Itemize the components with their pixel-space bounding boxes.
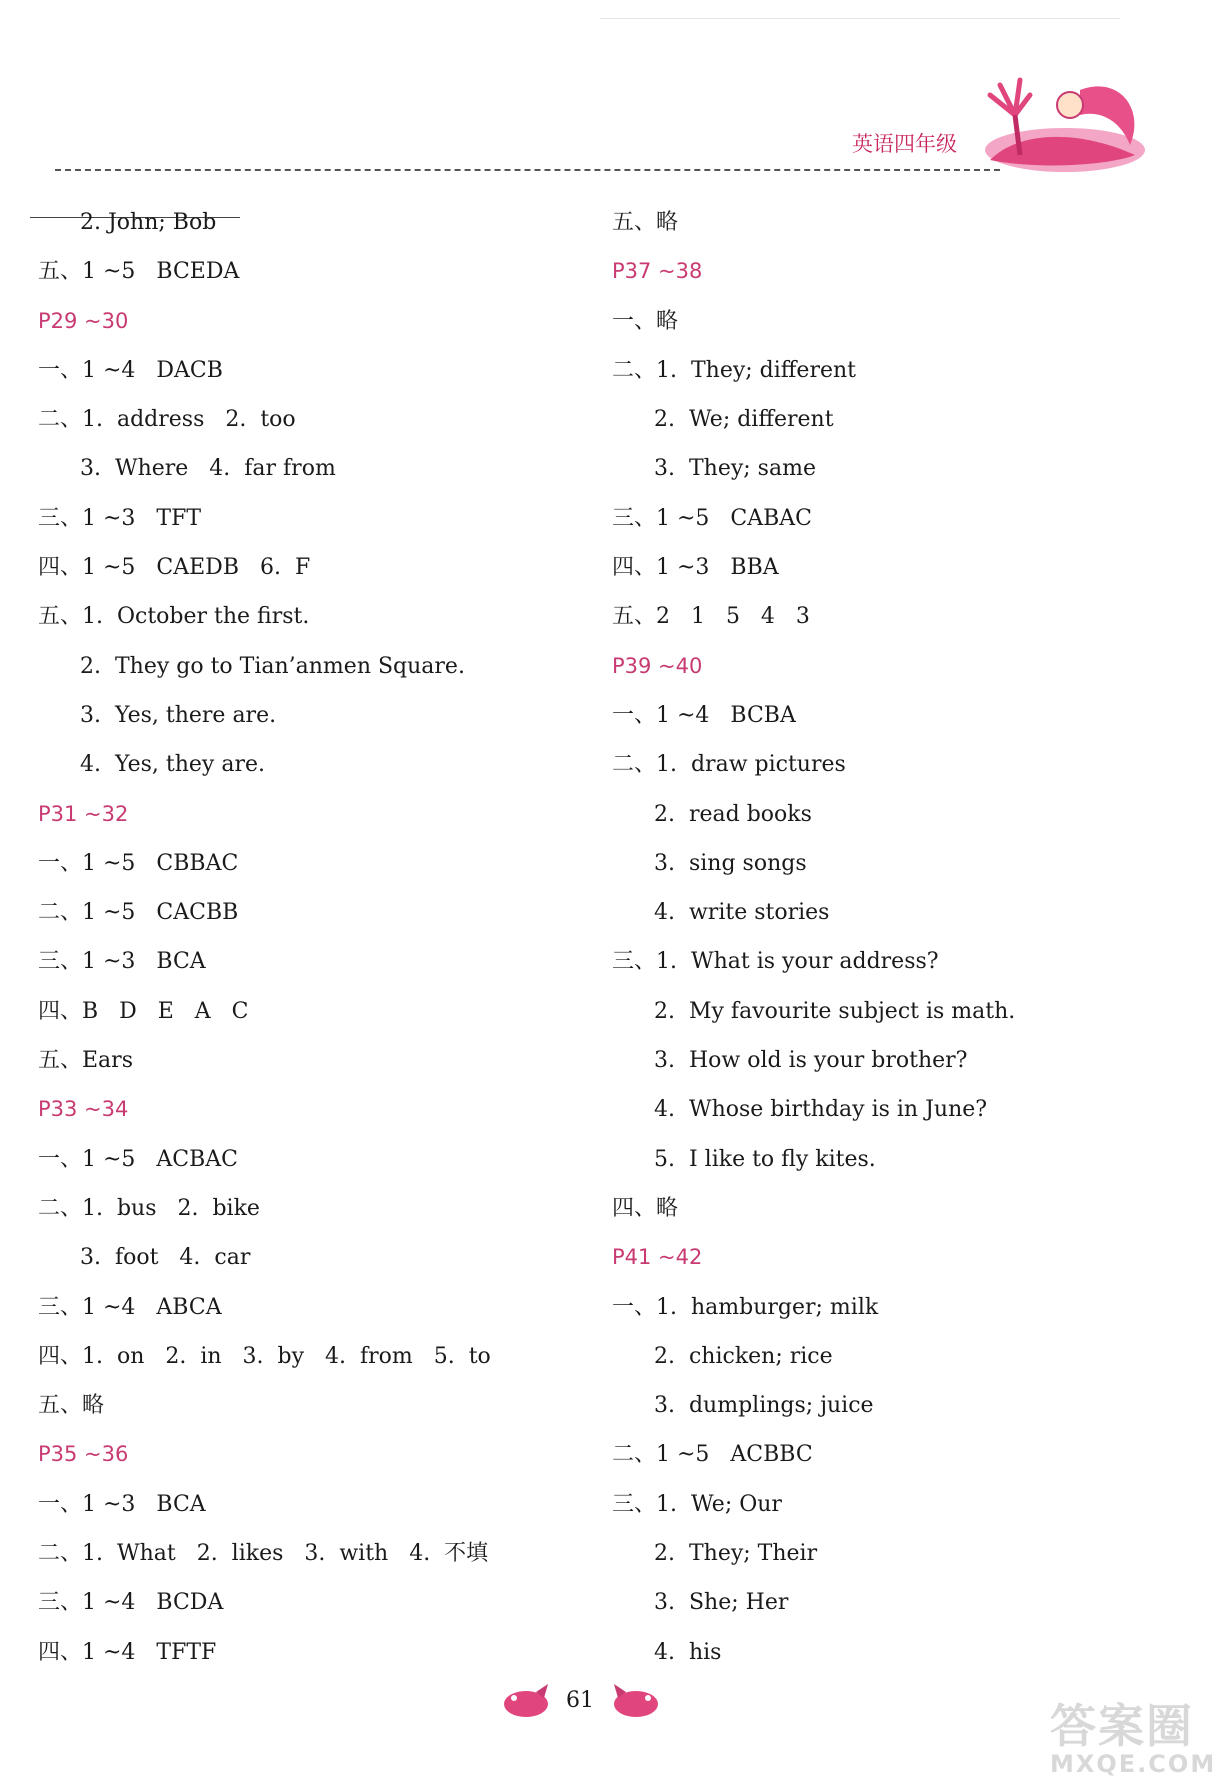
answer-line: 五、略 xyxy=(612,210,679,235)
answer-line: 四、1 ~4 TFTF xyxy=(38,1639,217,1665)
answer-line: 一、1 ~4 DACB xyxy=(38,357,223,383)
answer-line: 一、1 ~3 BCA xyxy=(38,1491,206,1517)
answer-line: 2. They go to Tian’anmen Square. xyxy=(80,653,465,679)
answer-line: 四、1 ~5 CAEDB 6. F xyxy=(38,555,311,581)
answer-line: 五、1 ~5 BCEDA xyxy=(38,259,240,285)
answer-line: 一、1 ~5 CBBAC xyxy=(38,850,239,876)
answer-line: 三、1 ~3 BCA xyxy=(38,949,206,975)
answer-line: 2. My favourite subject is math. xyxy=(654,998,1016,1024)
answer-line: 三、1 ~5 CABAC xyxy=(612,505,813,531)
watermark xyxy=(1050,1690,1225,1790)
answer-line: 三、1. We; Our xyxy=(612,1491,782,1517)
right-bird-icon xyxy=(612,1680,662,1720)
answer-line: 四、略 xyxy=(612,1195,679,1221)
header-divider xyxy=(55,169,1000,171)
answer-line: 一、1 ~5 ACBAC xyxy=(38,1146,239,1172)
page-range-heading: P41 ~42 xyxy=(612,1245,703,1270)
answer-line: 3. She; Her xyxy=(654,1590,789,1616)
answer-line: 二、1. They; different xyxy=(612,357,856,383)
answer-line: 三、1. What is your address? xyxy=(612,949,939,975)
answer-line: 三、1 ~3 TFT xyxy=(38,505,202,531)
right-answer-column xyxy=(612,198,1172,1677)
answer-line: 3. dumplings; juice xyxy=(654,1393,874,1419)
page-range-heading: P31 ~32 xyxy=(38,801,129,826)
watermark-title: 答案圈 xyxy=(1050,1699,1194,1753)
answer-line: 5. I like to fly kites. xyxy=(654,1146,876,1172)
answer-line: 4. Yes, they are. xyxy=(80,752,265,778)
page-range-heading: P29 ~30 xyxy=(38,308,129,333)
left-bird-icon xyxy=(500,1680,550,1720)
answer-line: 3. Where 4. far from xyxy=(80,456,336,482)
answer-line: 三、1 ~4 BCDA xyxy=(38,1590,224,1616)
answer-line: 4. his xyxy=(654,1639,722,1665)
top-faint-rule xyxy=(600,18,1120,19)
answer-line: 3. Yes, there are. xyxy=(80,702,277,728)
answer-line: 二、1. draw pictures xyxy=(612,752,846,778)
answer-line: 二、1. bus 2. bike xyxy=(38,1195,260,1221)
answer-line: 2. They; Their xyxy=(654,1541,818,1567)
page-range-heading: P33 ~34 xyxy=(38,1097,129,1122)
answer-line: 五、1. October the first. xyxy=(38,604,310,630)
surfer-logo xyxy=(960,70,1150,180)
page-range-heading: P35 ~36 xyxy=(38,1442,129,1467)
answer-line: 二、1. What 2. likes 3. with 4. 不填 xyxy=(38,1541,489,1567)
page-range-heading: P37 ~38 xyxy=(612,259,703,284)
answer-line: 2. read books xyxy=(654,801,812,827)
answer-line: 2. chicken; rice xyxy=(654,1343,833,1369)
page-range-heading: P39 ~40 xyxy=(612,653,703,678)
answer-line: 2. We; different xyxy=(654,407,834,433)
answer-line: 二、1 ~5 CACBB xyxy=(38,900,239,926)
answer-line: 四、1 ~3 BBA xyxy=(612,555,779,581)
answer-line: 4. Whose birthday is in June? xyxy=(654,1097,988,1123)
answer-line: 四、1. on 2. in 3. by 4. from 5. to xyxy=(38,1343,491,1369)
answer-line: 3. They; same xyxy=(654,456,816,482)
footer xyxy=(500,1680,670,1730)
answer-line: 3. sing songs xyxy=(654,850,807,876)
answer-line: 4. write stories xyxy=(654,900,830,926)
answer-line: 一、略 xyxy=(612,308,679,334)
answer-line: 五、Ears xyxy=(38,1048,133,1074)
answer-line: 四、B D E A C xyxy=(38,998,249,1024)
answer-line: 二、1 ~5 ACBBC xyxy=(612,1442,813,1468)
answer-line: 五、略 xyxy=(38,1393,105,1419)
answer-line: 二、1. address 2. too xyxy=(38,407,296,433)
answer-line: 一、1 ~4 BCBA xyxy=(612,702,796,728)
answer-line: 2. John; Bob xyxy=(80,210,217,235)
answer-line: 3. How old is your brother? xyxy=(654,1048,968,1074)
answer-line: 3. foot 4. car xyxy=(80,1245,251,1271)
answer-line: 五、2 1 5 4 3 xyxy=(612,604,810,630)
header-title: 英语四年级 xyxy=(852,132,957,156)
answer-line: 一、1. hamburger; milk xyxy=(612,1294,879,1320)
left-answer-column xyxy=(38,198,598,1677)
watermark-url: MXQE.COM xyxy=(1050,1750,1217,1778)
page-number: 61 xyxy=(566,1688,594,1713)
answer-line: 三、1 ~4 ABCA xyxy=(38,1294,222,1320)
